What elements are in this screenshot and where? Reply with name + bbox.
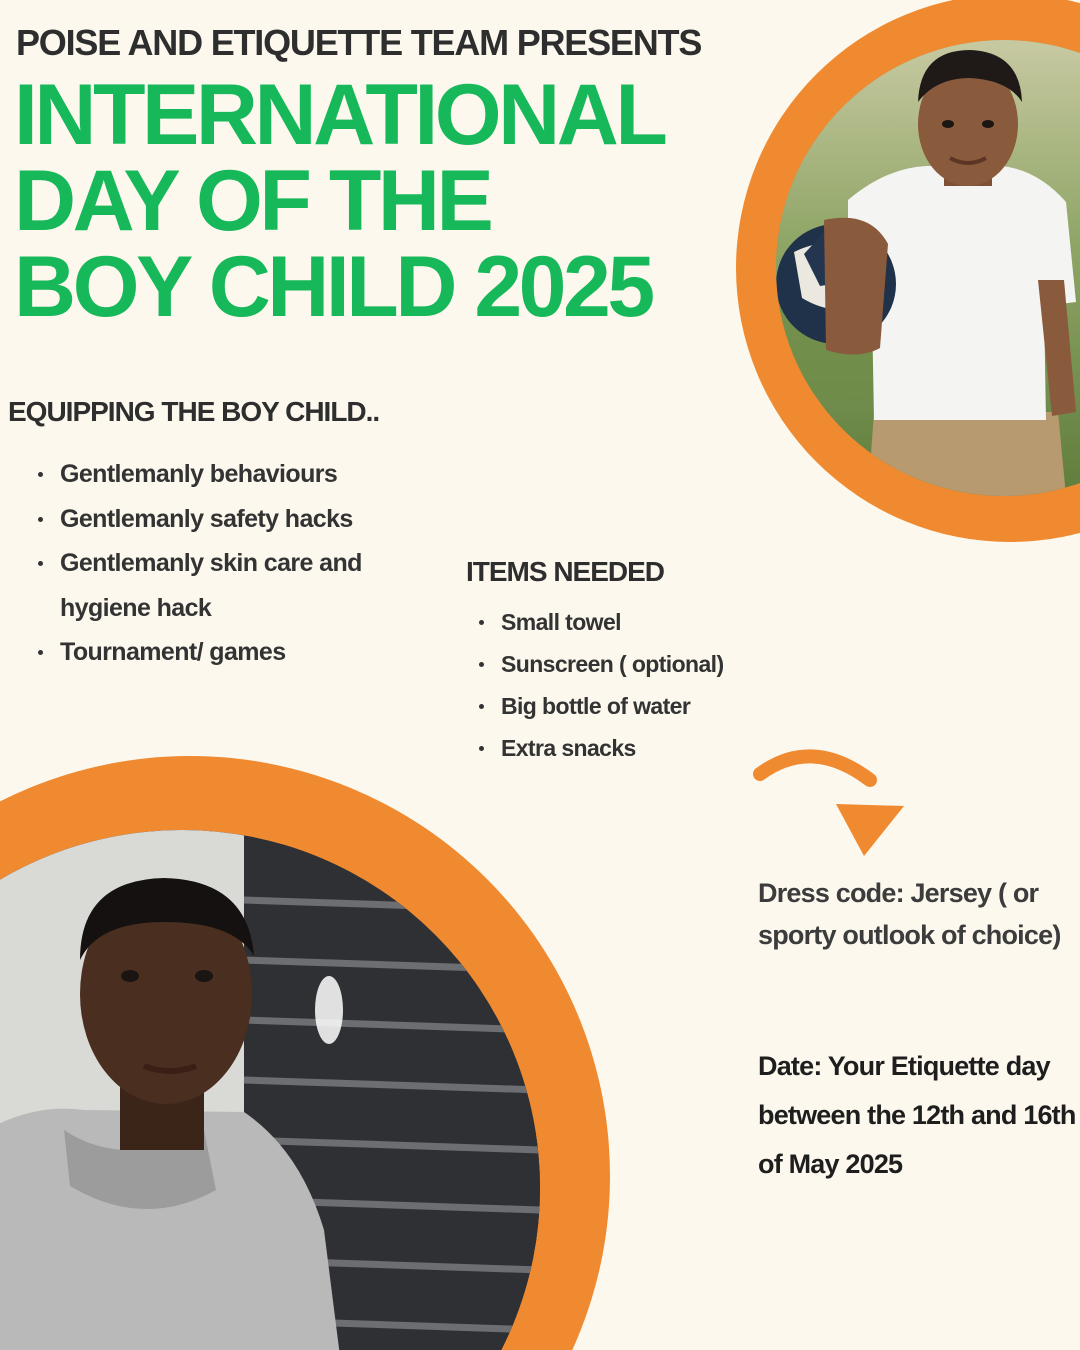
items-needed-heading: ITEMS NEEDED [466,556,665,587]
list-item: Sunscreen ( optional) [477,643,797,685]
list-item: Tournament/ games [36,630,416,675]
presenter-line: POISE AND ETIQUETTE TEAM PRESENTS [16,22,702,63]
list-item: Gentlemanly behaviours [36,452,416,497]
curved-arrow-down-icon [752,744,922,864]
list-item: Gentlemanly skin care and hygiene hack [36,541,416,630]
event-title [14,67,665,335]
items-needed-list [477,601,797,769]
equipping-heading: EQUIPPING THE BOY CHILD.. [8,396,380,427]
event-date-text: Date: Your Etiquette day between the 12th and 16th of May 2025 [758,1051,1076,1179]
list-item: Gentlemanly safety hacks [36,497,416,542]
dress-code-text: Dress code: Jersey ( or sporty outlook of choice) [758,878,1061,950]
list-item: Small towel [477,601,797,643]
event-title-line: INTERNATIONAL [14,67,665,163]
list-item: Extra snacks [477,727,797,769]
equipping-list [36,452,416,675]
event-title-line: DAY OF THE [14,153,491,249]
event-title-line: BOY CHILD 2025 [14,239,652,335]
list-item: Big bottle of water [477,685,797,727]
